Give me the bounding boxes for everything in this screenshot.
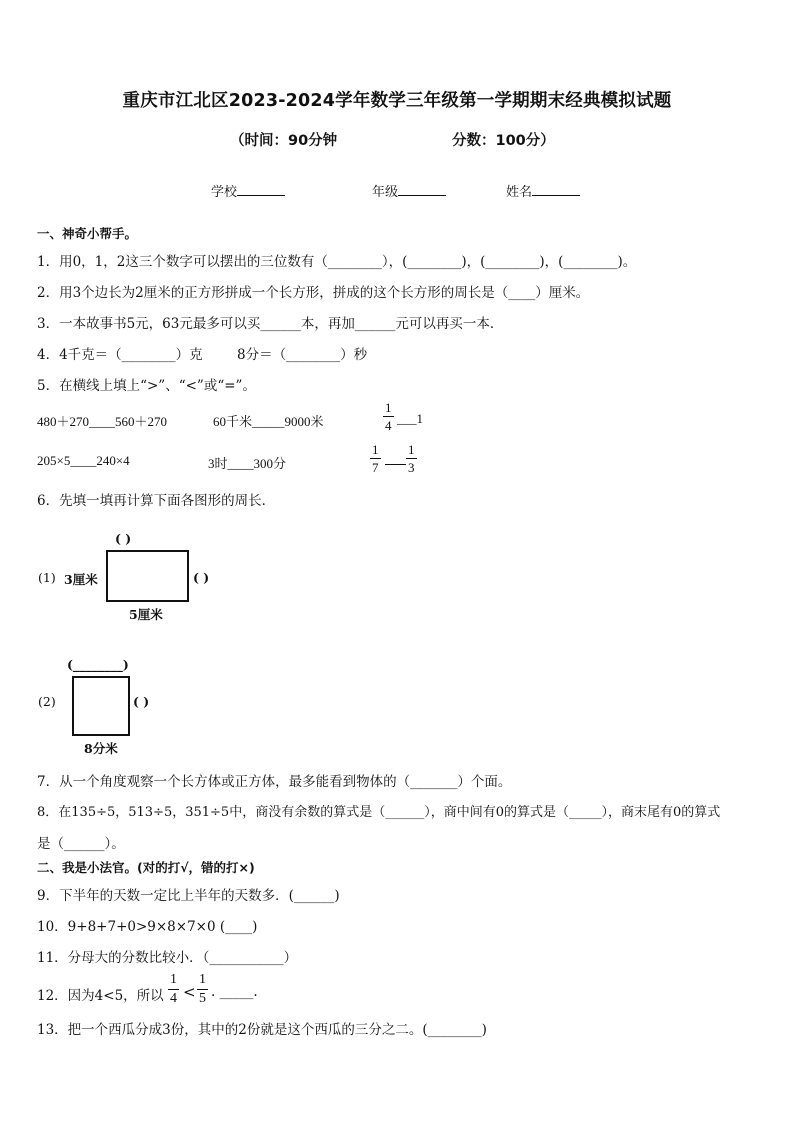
grade-blank[interactable] [398,183,446,196]
fraction-bar [168,989,179,990]
fraction-bar [406,458,417,459]
fraction-numerator: 1 [170,972,177,987]
fraction-denominator: 4 [170,991,177,1006]
fraction-1-4 [383,401,394,432]
exam-time: （时间：90分钟 [230,133,338,149]
question-6: 6．先填一填再计算下面各图形的周长． [37,493,276,509]
question-7: 7．从一个角度观察一个长方体或正方体，最多能看到物体的（_______）个面。 [37,774,512,790]
figure-2-top-blank[interactable]: (________) [67,657,129,672]
compare-b: 60千米_____9000米 [213,414,324,429]
question-11: 11．分母大的分数比较小．（___________） [37,950,298,966]
question-10: 10．9+8+7+0>9×8×7×0 (____) [37,919,258,935]
question-8-line-2: 是（______）。 [37,836,125,852]
figure-1-left-label: 3厘米 [64,572,98,587]
name-field [506,181,580,200]
figure-2-right-blank[interactable]: ( ) [133,694,150,709]
fraction-denominator: 4 [385,418,392,433]
school-field [211,181,285,200]
school-label: 学校 [211,185,238,200]
fraction-numerator: 1 [199,972,206,987]
grade-field [372,181,446,200]
name-blank[interactable] [532,183,580,196]
fraction-numerator: 1 [408,442,415,457]
compare-e-rest: ___1 [397,411,423,426]
fraction-denominator: 5 [199,991,206,1006]
page-title: 重庆市江北区2023-2024学年数学三年级第一学期期末经典模拟试题 [122,91,672,111]
question-12-tail: . _____. [211,984,258,1000]
question-13: 13．把一个西瓜分成3份，其中的2份就是这个西瓜的三分之二。(________) [37,1022,487,1038]
fraction-1-3 [406,443,417,474]
compare-a: 480＋270____560＋270 [37,414,168,429]
figure-2-index: (2) [38,694,56,709]
compare-f-blank[interactable] [385,464,406,465]
question-3: 3．一本故事书5元，63元最多可以买______本，再加______元可以再买一本． [37,316,504,332]
fraction-bar [383,416,394,417]
fraction-denominator: 7 [372,460,379,475]
figure-1-bottom-label: 5厘米 [129,607,163,622]
question-4a: 4．4千克＝（________）克 [37,347,203,363]
figure-2-bottom-label: 8分米 [84,741,118,756]
fraction-1-5-q12 [197,973,208,1006]
figure-1-right-blank[interactable]: ( ) [193,570,210,585]
square-shape [72,676,130,736]
question-9: 9．下半年的天数一定比上半年的天数多．(______) [37,888,340,904]
fraction-bar [197,989,208,990]
section-heading-1: 一、神奇小帮手。 [37,226,138,241]
question-5: 5．在横线上填上“>”、“<”或“=”。 [37,378,256,394]
fraction-denominator: 3 [408,460,415,475]
question-12-lead: 12．因为4<5，所以 [37,988,164,1004]
rectangle-shape [106,550,189,602]
compare-c: 205×5____240×4 [37,453,130,468]
figure-1-index: (1) [38,570,56,585]
exam-score: 分数：100分） [452,133,555,149]
name-label: 姓名 [506,185,533,200]
fraction-bar [370,458,381,459]
question-1: 1．用0，1，2这三个数字可以摆出的三位数有（________），(________)，(________)，(________)。 [37,254,637,270]
figure-1-top-blank[interactable]: ( ) [115,531,132,546]
less-than-symbol: < [183,983,196,1001]
school-blank[interactable] [237,183,285,196]
fraction-numerator: 1 [385,400,392,415]
fraction-numerator: 1 [372,442,379,457]
question-2: 2．用3个边长为2厘米的正方形拼成一个长方形，拼成的这个长方形的周长是（____）厘米。 [37,285,590,301]
question-4b: 8分＝（________）秒 [237,347,368,363]
fraction-1-7 [370,443,381,474]
grade-label: 年级 [372,185,399,200]
fraction-1-4-q12 [168,973,179,1006]
question-8-line-1: 8．在135÷5，513÷5，351÷5中，商没有余数的算式是（______），商中间有0的算式是（_____），商末尾有0的算式 [37,805,721,820]
compare-d: 3时____300分 [208,456,287,471]
section-heading-2: 二、我是小法官。(对的打√，错的打×) [37,860,255,875]
